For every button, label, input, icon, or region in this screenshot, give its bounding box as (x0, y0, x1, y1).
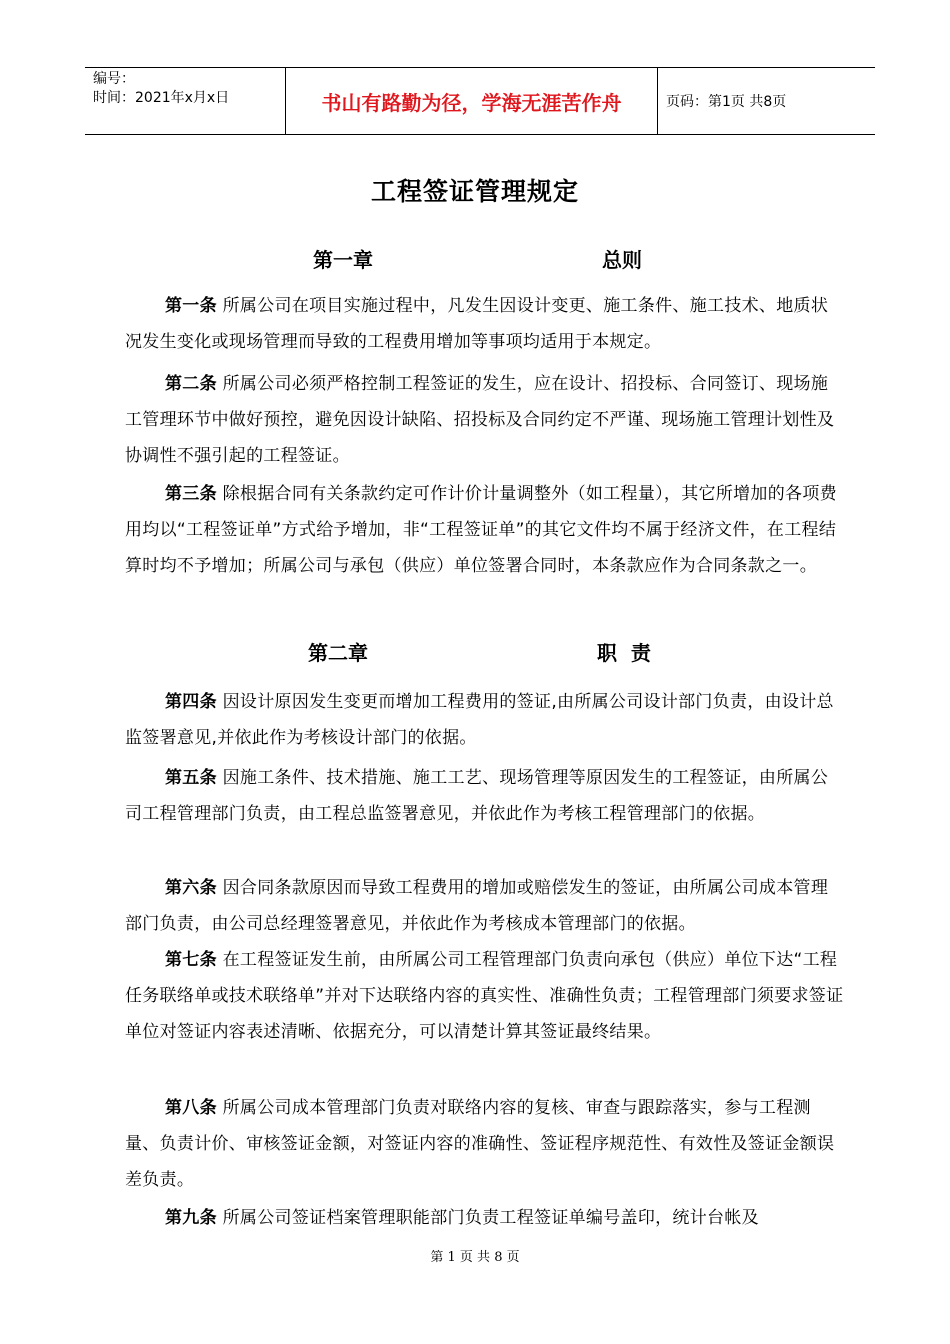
article-text: 所属公司在项目实施过程中，凡发生因设计变更、施工条件、施工技术、地质状况发生变化或现场管理而导致的工程费用增加等事项均适用于本规定。 (125, 296, 829, 352)
article-text: 因施工条件、技术措施、施工工艺、现场管理等原因发生的工程签证，由所属公司工程管理部门负责，由工程总监签署意见，并依此作为考核工程管理部门的依据。 (125, 768, 829, 824)
article-label: 第五条 (165, 768, 217, 788)
article-label: 第一条 (165, 296, 217, 316)
article-label: 第九条 (165, 1208, 217, 1228)
article-text: 所属公司必须严格控制工程签证的发生，应在设计、招投标、合同签订、现场施工管理环节中做好预控，避免因设计缺陷、招投标及合同约定不严谨、现场施工管理计划性及协调性不强引起的工程签证。 (125, 374, 835, 466)
article-label: 第二条 (165, 374, 217, 394)
article-text: 因合同条款原因而导致工程费用的增加或赔偿发生的签证，由所属公司成本管理部门负责，由公司总经理签署意见，并依此作为考核成本管理部门的依据。 (125, 878, 829, 934)
article-text: 除根据合同有关条款约定可作计价计量调整外（如工程量），其它所增加的各项费用均以“工程签证单”方式给予增加，非“工程签证单”的其它文件均不属于经济文件，在工程结算时均不予增加；所属公司与承包（供应）单位签署合同时，本条款应作为合同条款之一。 (125, 484, 837, 576)
article-label: 第七条 (165, 950, 217, 970)
chapter-heading-1 (0, 244, 950, 274)
chapter-name: 职 责 (597, 641, 651, 665)
header-page-info: 页码：第1页 共8页 (666, 94, 787, 110)
header-time-label: 时间：2021年x月x日 (93, 90, 230, 106)
article-text: 所属公司成本管理部门负责对联络内容的复核、审查与跟踪落实，参与工程测量、负责计价、审核签证金额，对签证内容的准确性、签证程序规范性、有效性及签证金额误差负责。 (125, 1098, 835, 1190)
header-left-cell (85, 68, 286, 134)
header-motto: 书山有路勤为径，学海无涯苦作舟 (286, 68, 658, 134)
article-label: 第八条 (165, 1098, 217, 1118)
article-text: 在工程签证发生前，由所属公司工程管理部门负责向承包（供应）单位下达“工程任务联络单或技术联络单”并对下达联络内容的真实性、准确性负责；工程管理部门须要求签证单位对签证内容表述清晰、依据充分，可以清楚计算其签证最终结果。 (125, 950, 844, 1042)
article-label: 第六条 (165, 878, 217, 898)
article-8 (125, 1090, 845, 1198)
page-header (85, 67, 875, 135)
article-2 (125, 366, 845, 474)
document-title: 工程签证管理规定 (370, 177, 579, 206)
article-text: 所属公司签证档案管理职能部门负责工程签证单编号盖印，统计台帐及 (222, 1208, 759, 1228)
article-3 (125, 476, 845, 584)
chapter-number: 第二章 (308, 641, 368, 665)
article-5 (125, 760, 845, 832)
chapter-name: 总则 (602, 248, 642, 272)
chapter-heading-2 (0, 637, 950, 667)
article-6 (125, 870, 845, 942)
article-text: 因设计原因发生变更而增加工程费用的签证,由所属公司设计部门负责，由设计总监签署意见,并依此作为考核设计部门的依据。 (125, 692, 834, 748)
article-9 (125, 1200, 845, 1236)
article-label: 第三条 (165, 484, 217, 504)
chapter-number: 第一章 (313, 248, 373, 272)
article-4 (125, 684, 845, 756)
article-1 (125, 288, 845, 360)
article-7 (125, 942, 845, 1050)
header-number-label: 编号： (93, 71, 135, 87)
article-label: 第四条 (165, 692, 217, 712)
page-footer: 第 1 页 共 8 页 (430, 1250, 520, 1265)
